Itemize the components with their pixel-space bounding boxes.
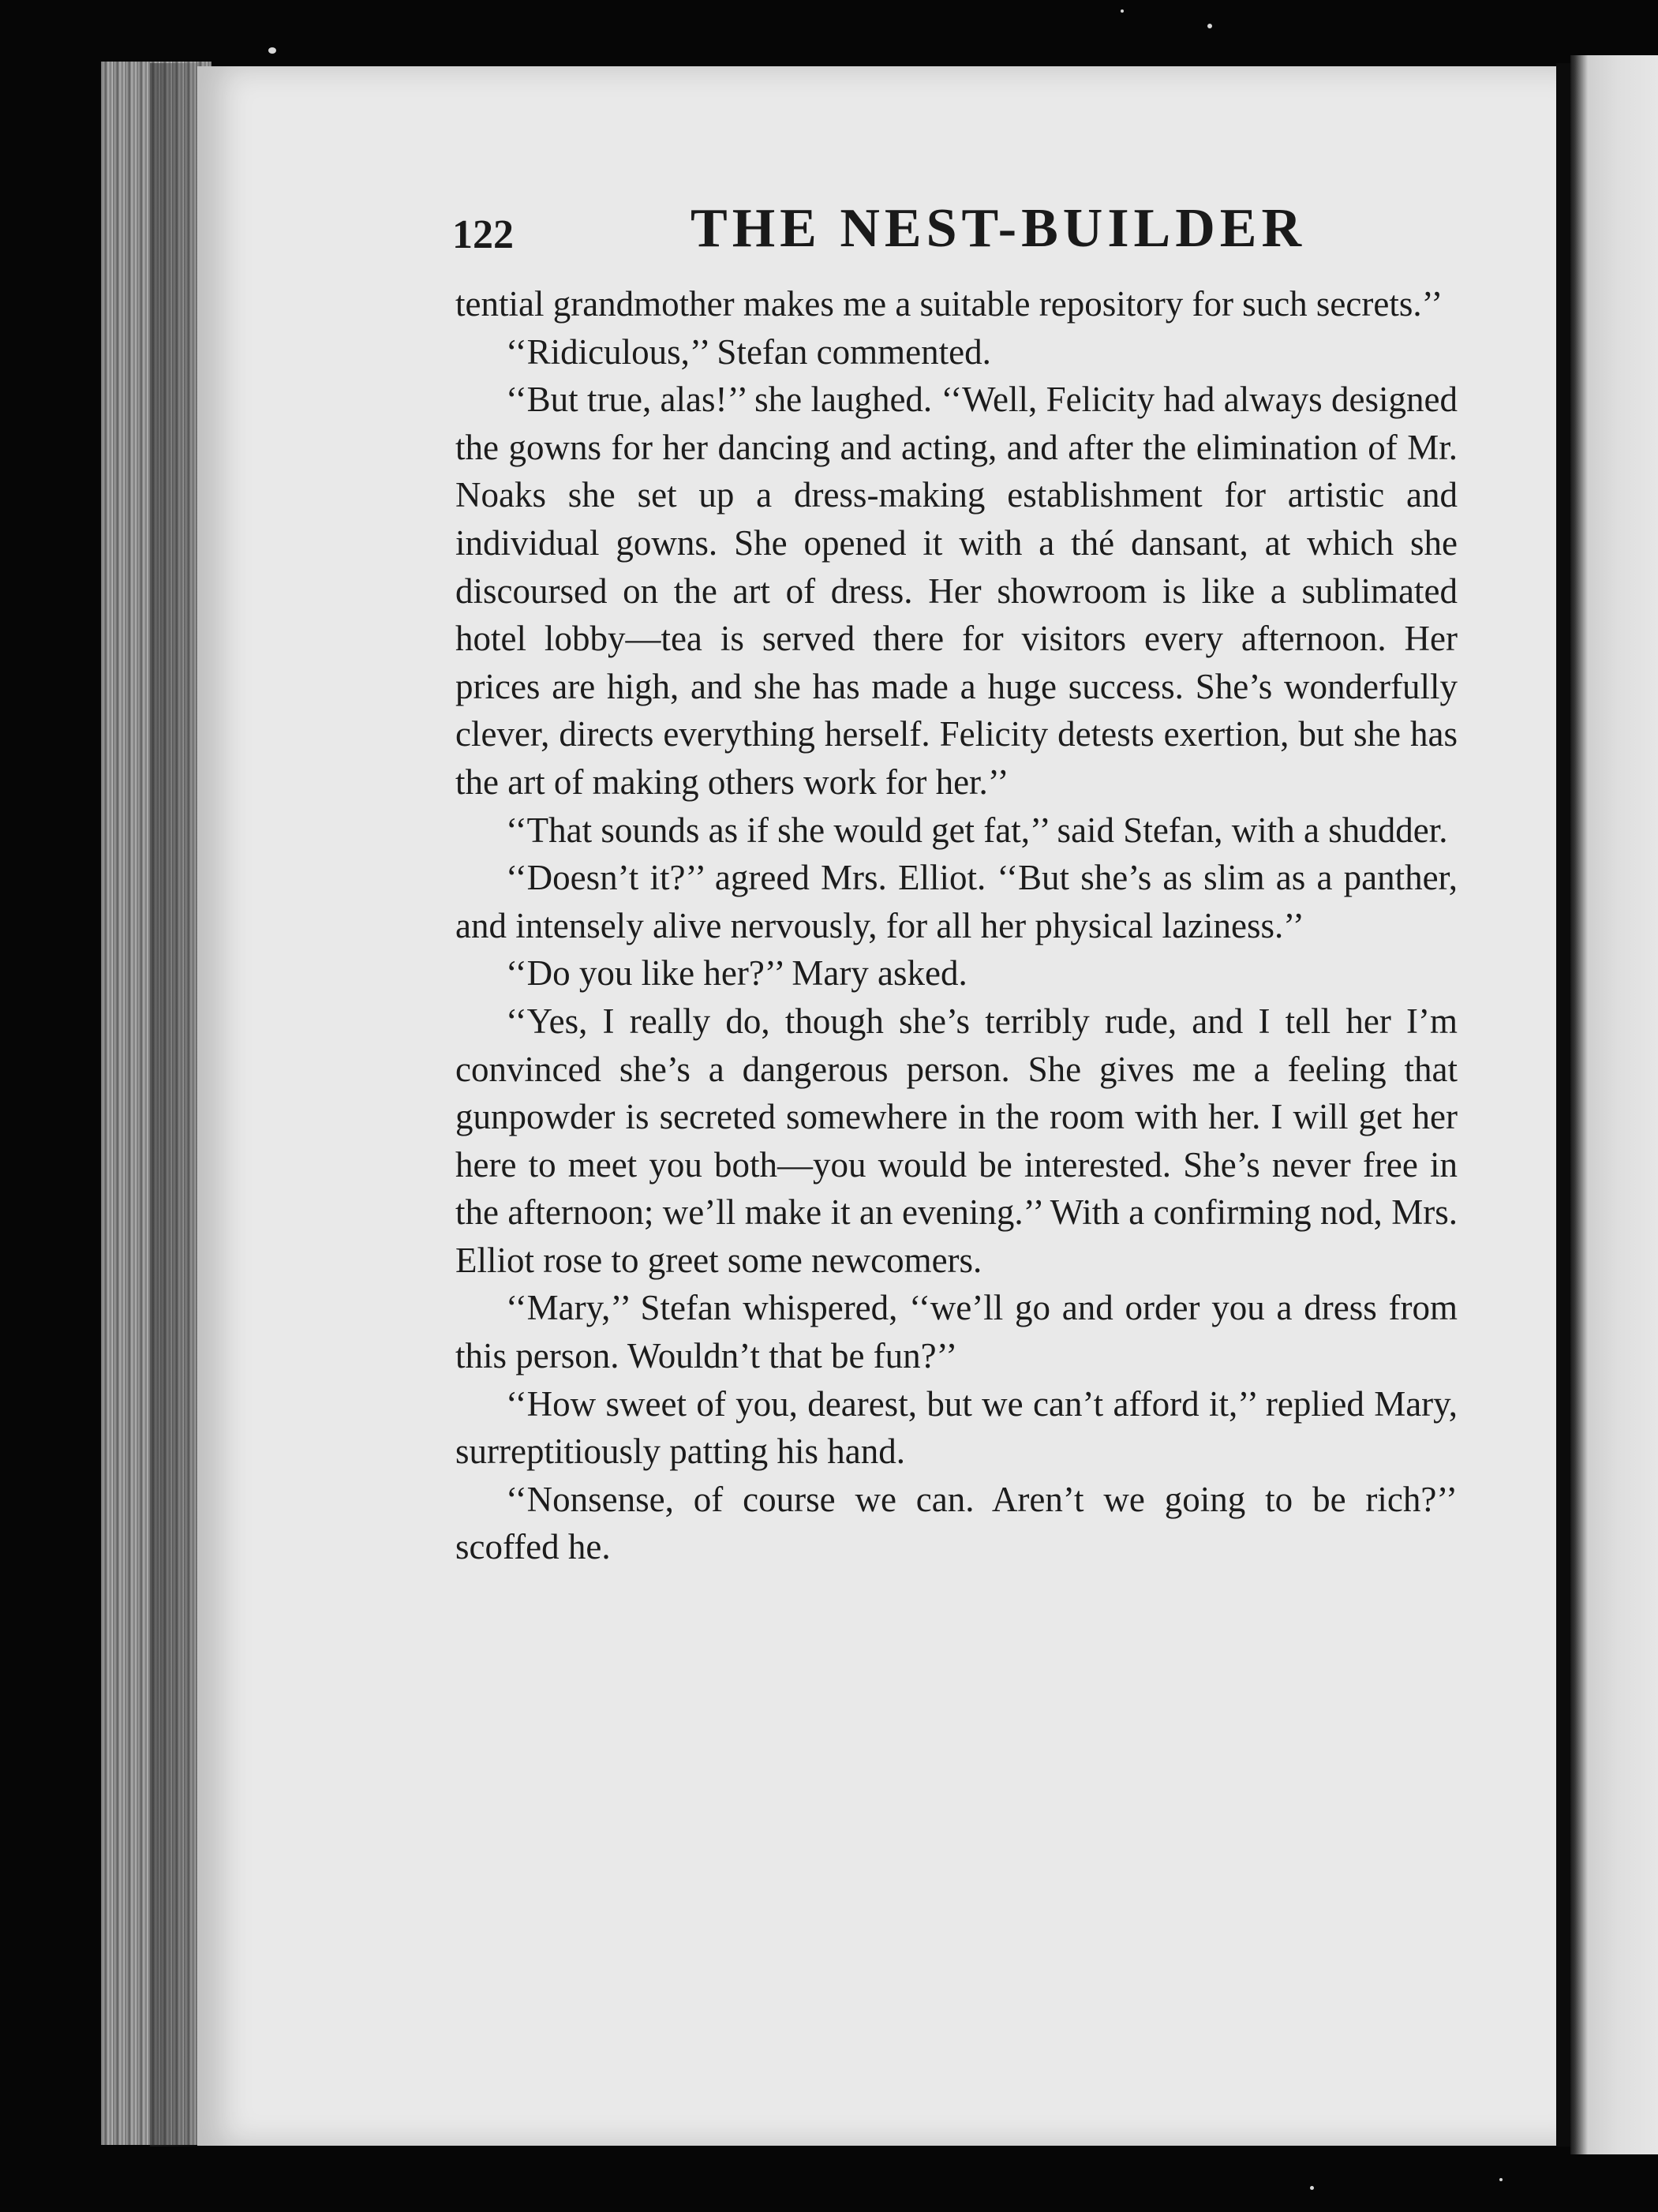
right-page-edge bbox=[1570, 55, 1658, 2154]
page-body bbox=[455, 280, 1458, 1571]
paragraph: ‘‘Mary,’’ Stefan whispered, ‘‘we’ll go and order you a dress from this person. Wouldn’t that be fun?’’ bbox=[455, 1288, 1458, 1376]
paragraph: ‘‘Do you like her?’’ Mary asked. bbox=[506, 953, 967, 994]
paragraph: ‘‘How sweet of you, dearest, but we can’t afford it,’’ replied Mary, surreptitiously patting his hand. bbox=[455, 1383, 1458, 1472]
paragraph: ‘‘That sounds as if she would get fat,’’ said Stefan, with a shudder. bbox=[506, 810, 1448, 850]
paragraph: ‘‘Yes, I really do, though she’s terribly rude, and I tell her I’m convinced she’s a dangerous person. She gives me a feeling that gunpowder is secreted somewhere in the room with her. I will get her here to meet you both—you would be interested. She’s never free in the afternoon; we’ll make it an evening.’’ With a confirming nod, Mrs. Elliot rose to greet some newcomers. bbox=[455, 1001, 1458, 1280]
paragraph: ‘‘Ridiculous,’’ Stefan commented. bbox=[506, 331, 991, 372]
speck bbox=[1121, 9, 1124, 13]
paragraph: tential grandmother makes me a suitable repository for such secrets.’’ bbox=[455, 284, 1443, 324]
running-title: THE NEST-BUILDER bbox=[691, 198, 1307, 259]
paragraph: ‘‘But true, alas!’’ she laughed. ‘‘Well, Felicity had always designed the gowns for her dancing and acting, and after the elimination of Mr. Noaks she set up a dress-making establishment for artistic and individual gowns. She opened it with a thé dansant, at which she discoursed on the art of dress. Her showroom is like a sublimated hotel lobby—tea is served there for visitors every afternoon. Her prices are high, and she has made a huge success. She’s wonderfully clever, directs everything herself. Felicity detests exertion, but she has the art of making others work for her.’’ bbox=[455, 380, 1458, 802]
paragraph: ‘‘Nonsense, of course we can. Aren’t we going to be rich?’’ scoffed he. bbox=[455, 1479, 1458, 1567]
speck bbox=[268, 47, 276, 54]
page-number: 122 bbox=[452, 212, 514, 257]
paragraph: ‘‘Doesn’t it?’’ agreed Mrs. Elliot. ‘‘But she’s as slim as a panther, and intensely alive nervously, for all her physical laziness.’’ bbox=[455, 858, 1458, 945]
speck bbox=[1499, 2178, 1503, 2181]
page-header bbox=[253, 197, 1452, 260]
speck bbox=[1207, 24, 1212, 28]
speck bbox=[1310, 2186, 1314, 2190]
page-gutter bbox=[1556, 63, 1570, 2147]
